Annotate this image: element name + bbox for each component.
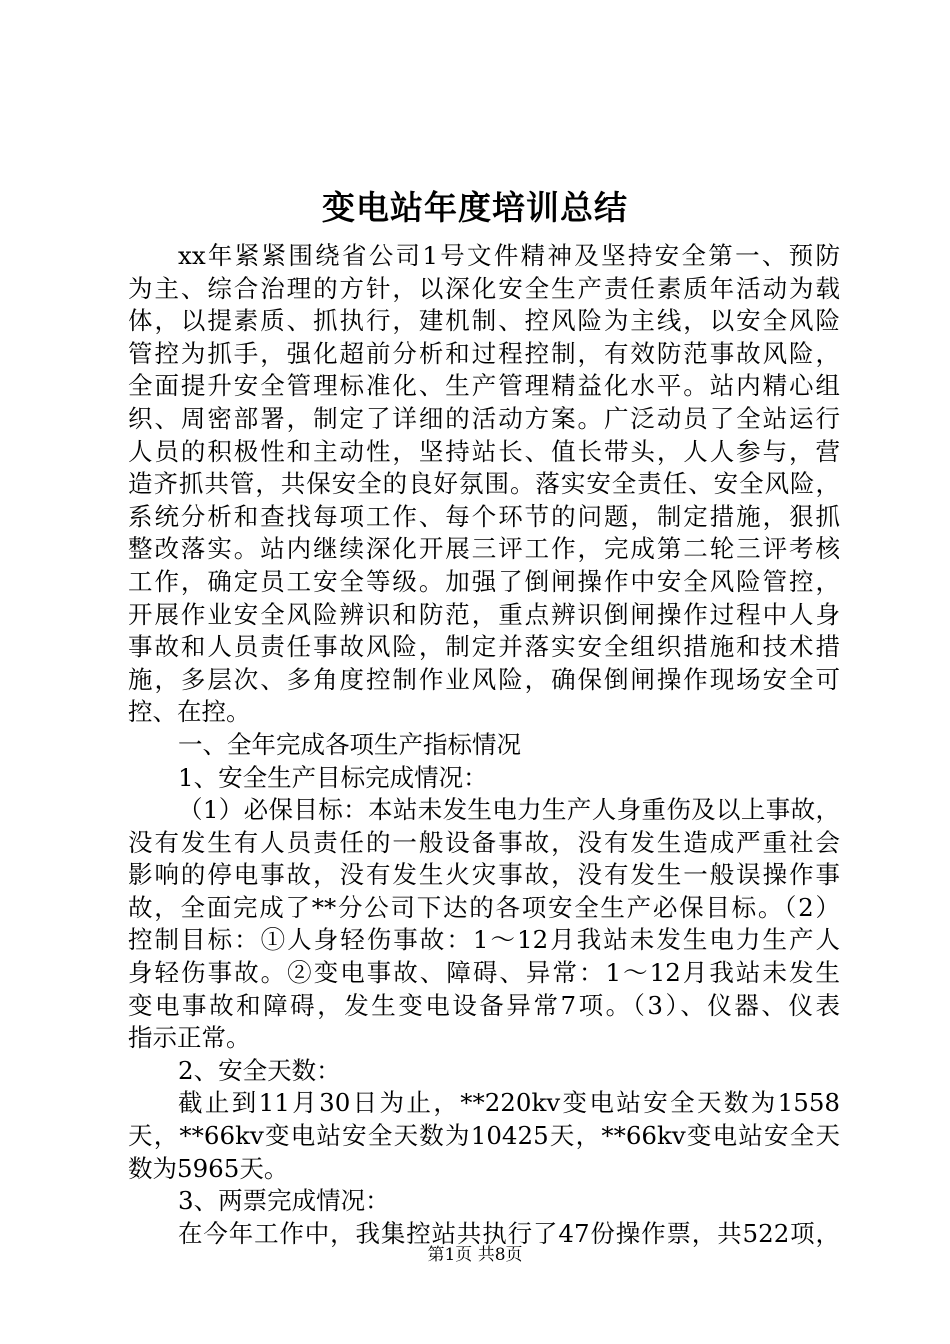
paragraph-line: 工作，确定员工安全等级。加强了倒闸操作中安全风险管控， <box>128 566 840 596</box>
paragraph-line: 控、在控。 <box>128 697 251 727</box>
document-title: 变电站年度培训总结 <box>322 188 628 227</box>
paragraph-line: 影响的停电事故，没有发生火灾事故，没有发生一般误操作事 <box>128 860 840 890</box>
paragraph-line: 事故和人员责任事故风险，制定并落实安全组织措施和技术措 <box>128 632 840 662</box>
paragraph-line: 身轻伤事故。②变电事故、障碍、异常：1～12月我站未发生 <box>128 958 840 988</box>
paragraph-line: 体，以提素质、抓执行，建机制、控风险为主线，以安全风险 <box>128 306 840 336</box>
paragraph-line: 全面提升安全管理标准化、生产管理精益化水平。站内精心组 <box>128 371 840 401</box>
subsection-heading: 2、安全天数： <box>178 1055 341 1085</box>
document-body <box>128 240 840 1250</box>
paragraph-line: 指示正常。 <box>128 1023 251 1053</box>
subsection-heading: 3、两票完成情况： <box>178 1186 390 1216</box>
paragraph-line: 系统分析和查找每项工作、每个环节的问题，制定措施，狠抓 <box>128 501 840 531</box>
paragraph-line: 控制目标：①人身轻伤事故：1～12月我站未发生电力生产人 <box>128 925 840 955</box>
paragraph-line: 施，多层次、多角度控制作业风险，确保倒闸操作现场安全可 <box>128 664 840 694</box>
paragraph-line: 天，**66kv变电站安全天数为10425天，**66kv变电站安全天 <box>128 1121 840 1151</box>
paragraph-line: 人员的积极性和主动性，坚持站长、值长带头，人人参与，营 <box>128 436 840 466</box>
paragraph-line: 织、周密部署，制定了详细的活动方案。广泛动员了全站运行 <box>128 403 840 433</box>
paragraph-line: 整改落实。站内继续深化开展三评工作，完成第二轮三评考核 <box>128 534 840 564</box>
subsection-heading: 1、安全生产目标完成情况： <box>178 762 488 792</box>
paragraph-line: 管控为抓手，强化超前分析和过程控制，有效防范事故风险， <box>128 338 840 368</box>
paragraph-line: 造齐抓共管，共保安全的良好氛围。落实安全责任、安全风险， <box>128 469 840 499</box>
paragraph-line: 变电事故和障碍，发生变电设备异常7项。（3）、仪器、仪表 <box>128 990 840 1020</box>
paragraph-line: 开展作业安全风险辨识和防范，重点辨识倒闸操作过程中人身 <box>128 599 840 629</box>
paragraph-line: 故，全面完成了**分公司下达的各项安全生产必保目标。（2） <box>128 892 840 922</box>
paragraph-line: 截止到11月30日为止，**220kv变电站安全天数为1558 <box>178 1088 840 1118</box>
paragraph-line: 没有发生有人员责任的一般设备事故，没有发生造成严重社会 <box>128 827 840 857</box>
paragraph-line: （1）必保目标：本站未发生电力生产人身重伤及以上事故， <box>178 795 840 825</box>
paragraph-line: 数为5965天。 <box>128 1153 289 1183</box>
section-heading: 一、全年完成各项生产指标情况 <box>178 729 521 759</box>
paragraph-line: 为主、综合治理的方针，以深化安全生产责任素质年活动为载 <box>128 273 840 303</box>
paragraph-line: xx年紧紧围绕省公司1号文件精神及坚持安全第一、预防 <box>178 241 840 270</box>
paragraph-line: 在今年工作中，我集控站共执行了47份操作票，共522项， <box>178 1218 840 1248</box>
page-footer: 第1页 共8页 <box>427 1245 523 1265</box>
